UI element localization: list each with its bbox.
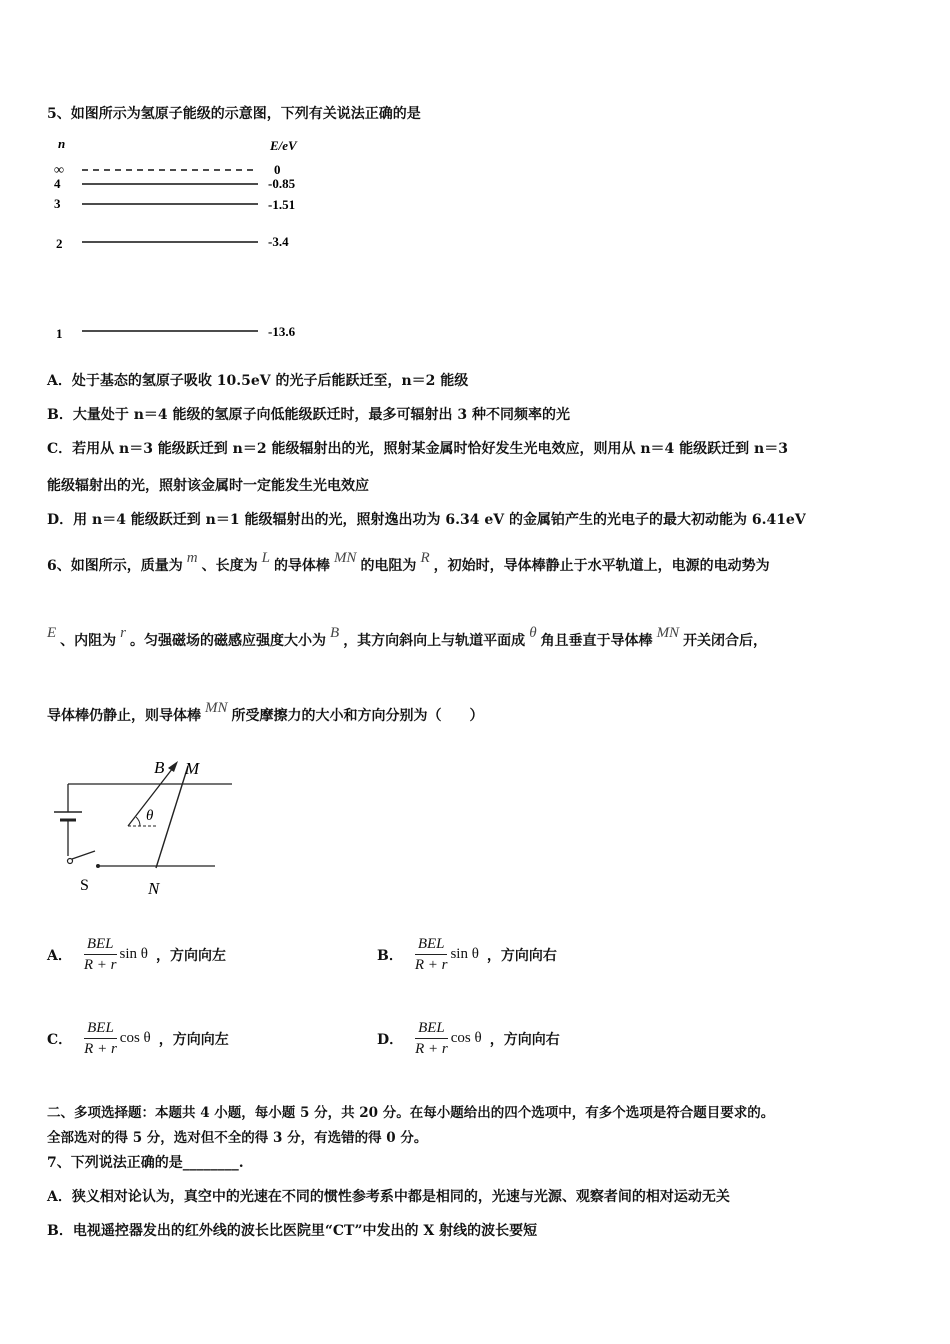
level-label-inf: ∞ xyxy=(54,163,64,178)
q6-stem-line2 xyxy=(47,625,768,650)
n-header: n xyxy=(58,136,66,151)
var-m: m xyxy=(186,550,198,566)
level-energy-4: -0.85 xyxy=(268,176,296,191)
q6-option-b xyxy=(377,934,557,975)
switch-contact xyxy=(68,859,73,864)
b-field-arrowhead xyxy=(168,761,178,772)
direction-text: ，方向向右 xyxy=(486,947,557,964)
q5-stem: 5、如图所示为氢原子能级的示意图，下列有关说法正确的是 xyxy=(47,106,421,122)
q6-option-a xyxy=(47,934,226,975)
q6-text: 、内阻为 xyxy=(60,633,117,649)
trig-term: cos θ xyxy=(119,1030,151,1046)
direction-text: ，方向向右 xyxy=(489,1031,560,1048)
q7-option-b: B．电视遥控器发出的红外线的波长比医院里“CT”中发出的 X 射线的波长要短 xyxy=(47,1223,538,1239)
var-MN: MN xyxy=(656,625,680,641)
q6-text: 导体棒仍静止，则导体棒 xyxy=(47,708,201,724)
q6-text: 的导体棒 xyxy=(273,558,330,574)
q5-option-c-line2: 能级辐射出的光，照射该金属时一定能发生光电效应 xyxy=(47,478,369,494)
q6-text: ，其方向斜向上与轨道平面成 xyxy=(343,633,526,649)
fraction xyxy=(84,934,117,975)
conductor-rod xyxy=(156,766,188,868)
var-theta: θ xyxy=(529,625,537,641)
fraction xyxy=(415,934,448,975)
level-energy-1: -13.6 xyxy=(268,324,296,339)
q6-option-c xyxy=(47,1018,229,1059)
direction-text: ，方向向左 xyxy=(158,1031,229,1048)
q5-option-c-line1: C．若用从 n＝3 能级跃迁到 n＝2 能级辐射出的光，照射某金属时恰好发生光电效应，则用从 n＝4 能级跃迁到 n＝3 xyxy=(47,441,788,457)
label-theta: θ xyxy=(146,808,154,824)
q6-text: 、长度为 xyxy=(201,558,258,574)
level-label-3: 3 xyxy=(54,196,61,211)
q6-text: 所受摩擦力的大小和方向分别为（ ） xyxy=(231,708,484,724)
trig-term: cos θ xyxy=(450,1030,482,1046)
fraction-denominator: R + r xyxy=(83,957,117,973)
switch-lever xyxy=(72,851,95,859)
fraction-numerator: BEL xyxy=(415,934,448,955)
q5-option-b: B．大量处于 n＝4 能级的氢原子向低能级跃迁时，最多可辐射出 3 种不同频率的光 xyxy=(47,407,570,423)
energy-level-diagram xyxy=(40,130,340,350)
var-L: L xyxy=(261,550,270,566)
fraction-numerator: BEL xyxy=(84,1018,117,1039)
q6-stem-line3 xyxy=(47,700,484,725)
option-letter: A． xyxy=(47,947,72,964)
q6-text: 角且垂直于导体棒 xyxy=(540,633,653,649)
q6-text: 6、如图所示，质量为 xyxy=(47,558,183,574)
option-letter: D． xyxy=(377,1031,404,1048)
fraction-denominator: R + r xyxy=(414,957,448,973)
level-label-2: 2 xyxy=(56,236,63,251)
option-letter: C． xyxy=(47,1031,73,1048)
switch-label: S xyxy=(80,877,89,894)
var-r: r xyxy=(120,625,127,641)
trig-term: sin θ xyxy=(119,946,148,962)
q6-text: 的电阻为 xyxy=(360,558,417,574)
q7-stem: 7、下列说法正确的是________. xyxy=(47,1155,244,1171)
circuit-diagram xyxy=(40,750,260,900)
fraction xyxy=(415,1018,448,1059)
q5-option-d: D．用 n＝4 能级跃迁到 n＝1 能级辐射出的光，照射逸出功为 6.34 eV 的金属铂产生的光电子的最大初动能为 6.41eV xyxy=(47,512,806,528)
q5-option-a: A．处于基态的氢原子吸收 10.5eV 的光子后能跃迁至，n＝2 能级 xyxy=(47,373,469,389)
q6-stem-line1 xyxy=(47,550,770,575)
option-letter: B． xyxy=(377,947,403,964)
label-B: B xyxy=(154,758,165,777)
section2-heading-line2: 全部选对的得 5 分，选对但不全的得 3 分，有选错的得 0 分。 xyxy=(47,1130,428,1146)
q6-text: 开关闭合后， xyxy=(683,633,768,649)
fraction-numerator: BEL xyxy=(415,1018,448,1039)
var-E: E xyxy=(47,625,57,641)
var-MN: MN xyxy=(333,550,357,566)
q6-option-d xyxy=(377,1018,560,1059)
fraction-denominator: R + r xyxy=(415,1041,448,1057)
var-R: R xyxy=(420,550,430,566)
fraction-numerator: BEL xyxy=(84,934,117,955)
level-label-1: 1 xyxy=(56,326,63,341)
var-MN: MN xyxy=(205,700,228,716)
level-label-4: 4 xyxy=(54,176,61,191)
level-energy-3: -1.51 xyxy=(268,197,296,212)
section2-heading-line1: 二、多项选择题：本题共 4 小题，每小题 5 分，共 20 分。在每小题给出的四个选项中，有多个选项是符合题目要求的。 xyxy=(47,1105,775,1121)
var-B: B xyxy=(330,625,340,641)
level-energy-inf: 0 xyxy=(274,162,281,177)
direction-text: ，方向向左 xyxy=(155,947,226,964)
trig-term: sin θ xyxy=(450,946,479,962)
q6-text: ，初始时，导体棒静止于水平轨道上，电源的电动势为 xyxy=(433,558,770,574)
label-M: M xyxy=(185,759,200,778)
fraction xyxy=(84,1018,117,1059)
q7-option-a: A．狭义相对论认为，真空中的光速在不同的惯性参考系中都是相同的，光速与光源、观察者间的相对运动无关 xyxy=(47,1189,730,1205)
q6-text: 。匀强磁场的磁感应强度大小为 xyxy=(130,633,327,649)
fraction-denominator: R + r xyxy=(84,1041,117,1057)
label-N: N xyxy=(148,879,160,898)
e-header: E/eV xyxy=(270,138,297,153)
level-energy-2: -3.4 xyxy=(268,234,289,249)
